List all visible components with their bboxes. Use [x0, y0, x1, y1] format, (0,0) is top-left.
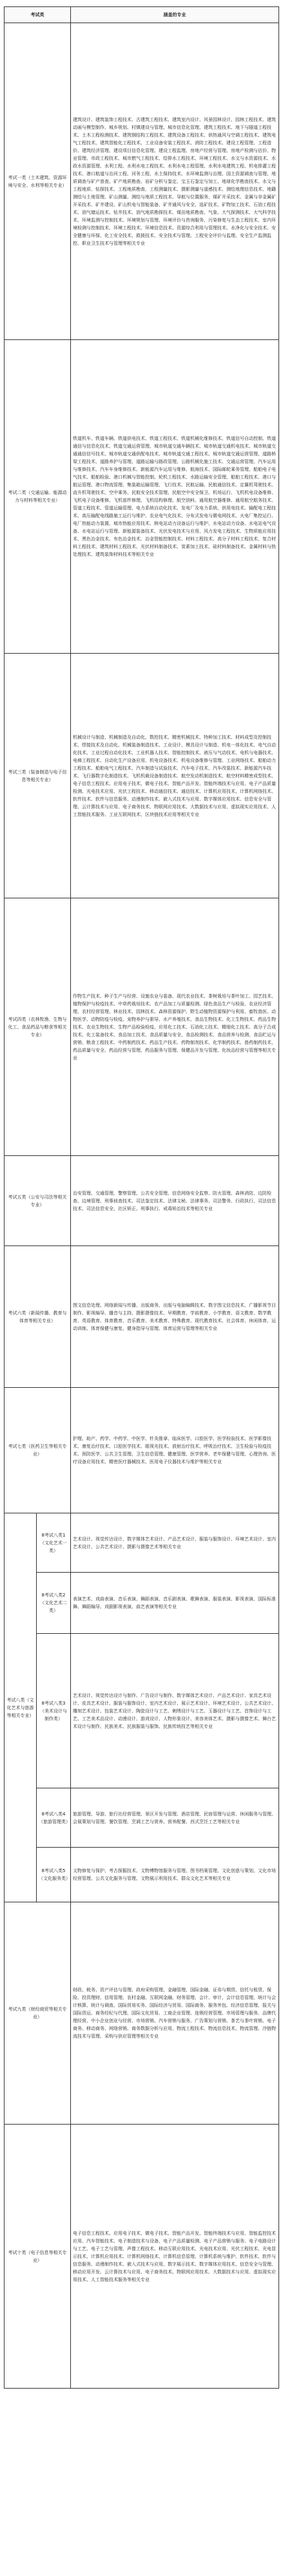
- category-cell: 考试四类（农林牧渔、生物与化工、食品药品与粮食等相关专业）: [5, 898, 71, 1156]
- table-row: [5, 1246, 279, 1388]
- majors-cell: 铁道机车、铁道车辆、铁道供电技术、铁道工程技术、铁道机械化维修技术、铁道信号自动控制、铁道通信与信息化技术、铁道交通运营管理、城市轨道交通车辆技术、城市轨道交通机电技术、城市轨道交通通信信号技术、城市轨道交通供配电技术、城市轨道交通工程技术、城市轨道交通运营管理、道路桥梁工程技术、道路养护与管理、道路运输与路政管理、公路机械化施工技术、交通运营管理、汽车运用与维修技术、汽车车身维修技术、新能源汽车运用与维修、航海技术、国际邮轮乘务管理、船舶电子电气技术、船舶检验、港口机械与智能控制、轮机工程技术、水路运输安全管理、船舶工程技术、港口与航运管理、港口物流管理、集装箱运输管理、飞行技术、民航运输、民航通信技术、定翼机驾驶技术、直升机驾驶技术、空中乘务、民航安全技术管理、民航空中安全保卫、机场运行、飞机机电设备维修、飞机电子设备维修、飞机部件修理、飞机结构修理、航空油料、通用航空器维修、通用航空航务技术、管道工程技术、管道运输管理、电力系统自动化技术、发电厂及电力系统、供用电技术、输配电工程技术、高压输配电线路施工运行与维护、农业电气化技术、分布式发电与微电网技术、火电厂集控运行、电厂热能动力装置、城市热能应用技术、核电站动力设备运行与维护、水电站动力设备、水电站电气设备、水电站运行与管理、新能源装备技术、光伏发电技术与应用、风力发电工程技术、生物质能应用技术、黑色冶金技术、有色冶金技术、冶金智能控制技术、材料工程技术、高分子材料工程技术、复合材料工程技术、建筑材料工程技术、光伏材料制备技术、炭素加工技术、硅材料制备技术、金属材料与热处理技术、建筑装饰材料技术等相关专业: [71, 340, 279, 654]
- subcategory-cell: 8考试八类1（文化艺术一类）: [37, 1513, 71, 1573]
- table-header-row: [5, 7, 279, 23]
- majors-cell: 财政、税务、资产评估与管理、政府采购管理、金融管理、国际金融、证券与期货、信托与租赁、保险、投资理财、信用管理、农村金融、互联网金融、财务管理、会计、审计、会计信息管理、统计与会计核算、统计与调查、国际贸易实务、国际经济与贸易、国际商务、服务外包、经济信息管理、报关与国际货运、商务经纪与代理、国际文化贸易、工商企业管理、连锁经营管理、市场管理与服务、品牌代理经营、中小企业创业与经营、市场营销、汽车营销与服务、广告策划与营销、茶艺与茶叶营销、电子商务、移动商务、网络营销、商务数据分析与应用、物流工程技术、物流信息技术、物流管理、冷链物流技术与管理、采购与供应管理等相关专业: [71, 1902, 279, 2125]
- subcategory-cell: 8考试八类2（文化艺术二类）: [37, 1573, 71, 1634]
- table-row: [5, 1848, 279, 1902]
- majors-cell: 艺术设计、视觉传达设计与制作、广告设计与制作、数字媒体艺术设计、产品艺术设计、家具艺术设计、皮具艺术设计、服装与服饰设计、室内艺术设计、展示艺术设计、环境艺术设计、公共艺术设计、雕刻艺术设计、包装艺术设计、陶瓷设计与工艺、刺绣设计与工艺、玉器设计与工艺、首饰设计与工艺、工艺美术品设计、动漫设计、游戏设计、人物形象设计、美容美体艺术、摄影与摄像艺术、舞台艺术设计与制作、民族美术、民族服装与服饰、民族传统技艺等相关专业: [71, 1634, 279, 1788]
- majors-cell: 护理、助产、药学、中药学、中医学、针灸推拿、临床医学、口腔医学、医学检验技术、医学影像技术、康复治疗技术、口腔医学技术、眼视光技术、放射治疗技术、呼吸治疗技术、卫生检验与检疫技术、预防医学、公共卫生管理、卫生信息管理、健康管理、医学营养、老年保健与管理、心理咨询、医疗设备应用技术、精密医疗器械技术、医用电子仪器技术与维护等相关专业: [71, 1388, 279, 1513]
- table-row: [5, 2125, 279, 2389]
- subcategory-cell: 8考试八类5（文化服务类）: [37, 1848, 71, 1902]
- category-cell: 考试九类（财经商贸等相关专业）: [5, 1902, 71, 2125]
- majors-cell: 图文信息处理、网络新闻与传播、出版商务、出版与电脑编辑技术、数字图文信息技术、广播影视节目制作、影视编导、播音与主持、摄影摄像技术、早期教育、学前教育、小学教育、语文教育、数学教育、英语教育、体育教育、音乐教育、美术教育、特殊教育、现代教育技术、社会体育、休闲体育、运动训练、体育保健与康复、健身指导与管理、体育运营与管理等相关专业: [71, 1246, 279, 1388]
- header-category: 考试类: [5, 7, 71, 23]
- table-row: [5, 1388, 279, 1513]
- table-row: [5, 340, 279, 654]
- major-category-table: [4, 6, 279, 2389]
- table-row: [5, 1788, 279, 1848]
- header-majors: 涵盖的专业: [71, 7, 279, 23]
- table-row: [5, 1156, 279, 1246]
- majors-cell: 艺术设计、视觉传达设计、数字媒体艺术设计、产品艺术设计、服装与服饰设计、环境艺术设计、室内艺术设计、公共艺术设计、摄影与摄像艺术等相关专业: [71, 1513, 279, 1573]
- majors-cell: 表演艺术、戏曲表演、音乐表演、舞蹈表演、音乐剧表演、歌舞表演、服装表演、影视表演、国际标准舞、舞蹈编导、戏剧影视表演、曲艺表演等相关专业: [71, 1573, 279, 1634]
- table-row: [5, 1573, 279, 1634]
- category-cell: 考试一类（土木建筑、资源环境与安全、水利等相关专业）: [5, 23, 71, 340]
- subcategory-cell: 8考试八类4（旅游管理类）: [37, 1788, 71, 1848]
- category-cell: 考试五类（公安与司法等相关专业）: [5, 1156, 71, 1246]
- majors-cell: 电子信息工程技术、应用电子技术、微电子技术、智能产品开发、智能终端技术与应用、智能监控技术应用、汽车智能技术、电子制造技术与设备、电子产品质量检测、电子产品营销与服务、电子电路设计与工艺、电子工艺与管理、声像工程技术、移动互联应用技术、光电技术应用、光伏工程技术、光电显示技术、计算机应用技术、计算机网络技术、计算机信息管理、计算机系统与维护、软件技术、软件与信息服务、动漫制作技术、嵌入式技术与应用、数字展示技术、数字媒体应用技术、信息安全与管理、移动应用开发、云计算技术与应用、电子商务技术、物联网应用技术、大数据技术与应用、虚拟现实应用技术、人工智能技术服务等相关专业: [71, 2125, 279, 2389]
- table-row: [5, 23, 279, 340]
- category-cell: 考试八类（文化艺术与旅游等相关专业）: [5, 1513, 37, 1902]
- majors-cell: 治安管理、交通管理、警察管理、公共安全管理、信息网络安全监察、防火管理、森林消防、边防检查、边境管理、刑事侦查技术、司法鉴定技术、法律文秘、法律事务、司法警务、行政执行、司法信息技术、司法信息安全、社区矫正、刑事执行、戒毒矫治技术等相关专业: [71, 1156, 279, 1246]
- subcategory-cell: 8考试八类3（美术设计与制作类）: [37, 1634, 71, 1788]
- majors-cell: 建筑设计、建筑装饰工程技术、古建筑工程技术、建筑室内设计、风景园林设计、园林工程技术、建筑动画与模型制作、城乡规划、村镇建设与管理、城市信息化管理、建筑工程技术、地下与隧道工程技术、土木工程检测技术、建筑钢结构工程技术、建筑设备工程技术、供热通风与空调工程技术、建筑电气工程技术、建筑智能化工程技术、工业设备安装工程技术、消防工程技术、建设工程管理、工程造价、建筑经济管理、建设项目信息化管理、建设工程监理、房地产经营与管理、房地产检测与估价、物业管理、市政工程技术、城市燃气工程技术、给排水工程技术、环境工程技术、水文与水资源技术、水政水资源管理、水利工程、水利水电工程技术、水利水电工程管理、水利水电建筑工程、机电排灌工程技术、港口航道与治河工程、河务工程、水土保持技术、水环境监测与治理、国土资源调查与管理、地质调查与矿产普查、矿产地质勘查、岩矿分析与鉴定、宝玉石鉴定与加工、地球化学勘查技术、水文与工程地质、钻探技术、工程地质勘查、工程测量技术、摄影测量与遥感技术、测绘地理信息技术、地籍测绘与土地管理、矿山测量、测绘与地质工程技术、导航与位置服务、煤矿开采技术、金属与非金属矿开采技术、矿井建设、矿山机电与智能装备、矿井通风与安全、选矿技术、矿物加工技术、石油工程技术、油气储运技术、钻井技术、油气地质勘探技术、煤田地质勘查、气象、大气探测技术、大气科学技术、环境监测与控制技术、环境规划与管理、环境评价与咨询服务、污染修复与生态工程技术、室内环境检测与控制技术、环境工程技术、环境信息技术、资源综合利用与管理技术、水净化与安全技术、安全健康与环保、化工安全技术、救援技术、安全技术与管理、工程安全评价与监理、安全生产监测监控、职业卫生技术与管理等相关专业: [71, 23, 279, 340]
- majors-cell: 旅游管理、导游、旅行社经营管理、景区开发与管理、酒店管理、民宿管理与运营、休闲服务与管理、会展策划与管理、餐饮管理、烹调工艺与营养、营养配餐、西式烹饪工艺等相关专业: [71, 1788, 279, 1848]
- table-row: [5, 1513, 279, 1573]
- majors-cell: 机械设计与制造、机械制造及自动化、数控技术、精密机械技术、特种加工技术、材料成型及控制技术、焊接技术及自动化、机械装备制造技术、工业设计、模具设计与制造、机电一体化技术、电气自动化技术、工业过程自动化技术、工业机器人技术、智能控制技术、液压与气动技术、电机与电器技术、电梯工程技术、自动化生产设备应用、机电设备技术、机电设备维修与管理、工业网络技术、船舶动力工程技术、船舶电气工程技术、汽车制造与试验技术、汽车电子技术、汽车改装技术、新能源汽车技术、飞行器数字化制造技术、飞机机载设备制造技术、航空发动机制造技术、航空材料精密成型技术、电子信息工程技术、应用电子技术、微电子技术、智能产品开发、智能终端技术与应用、电子产品质量检测、光电技术应用、光伏工程技术、移动通信技术、通信技术、计算机应用技术、计算机网络技术、软件技术、软件与信息服务、动漫制作技术、嵌入式技术与应用、数字媒体应用技术、信息安全与管理、云计算技术与应用、电子商务技术、物联网应用技术、大数据技术与应用、虚拟现实应用技术、人工智能技术服务、工业互联网技术、区块链技术应用等相关专业: [71, 654, 279, 898]
- table-row: [5, 898, 279, 1156]
- category-cell: 考试六类（新闻传播、教育与体育等相关专业）: [5, 1246, 71, 1388]
- table-row: [5, 654, 279, 898]
- category-cell: 考试七类（医药卫生等相关专业）: [5, 1388, 71, 1513]
- majors-cell: 文物修复与保护、考古探掘技术、文物博物馆服务与管理、图书档案管理、文化创意与策划、文化市场经营管理、公共文化服务与管理、文物展示利用技术、群众文化艺术等相关专业: [71, 1848, 279, 1902]
- category-cell: 考试二类（交通运输、能源动力与材料等相关专业）: [5, 340, 71, 654]
- table-row: [5, 1634, 279, 1788]
- category-cell: 考试三类（装备制造与电子信息等相关专业）: [5, 654, 71, 898]
- table-row: [5, 1902, 279, 2125]
- category-cell: 考试十类（电子信息等相关专业）: [5, 2125, 71, 2389]
- majors-cell: 作物生产技术、种子生产与经营、设施农业与装备、现代农业技术、茶树栽培与茶叶加工、园艺技术、植物保护与检疫技术、中草药栽培技术、农产品加工与质量检测、绿色食品生产与检验、农业经济管理、农村经营管理、林业技术、园林技术、森林资源保护、野生动植物资源保护与利用、畜牧兽医、动物医学、动物防疫与检疫、宠物养护与驯导、水产养殖技术、食品生物技术、化工生物技术、药品生物技术、农业生物技术、生物产品检验检疫、应用化工技术、石油化工技术、精细化工技术、高分子合成技术、化工装备技术、食品加工技术、食品质量与安全、食品检测技术、食品营养与检测、食品贮运与营销、粮食工程技术、中药制药技术、药品生产技术、药物制剂技术、化学制药技术、兽药制药技术、药品质量与安全、药品经营与管理、药品服务与管理、保健品开发与管理、化妆品经营与管理等相关专业: [71, 898, 279, 1156]
